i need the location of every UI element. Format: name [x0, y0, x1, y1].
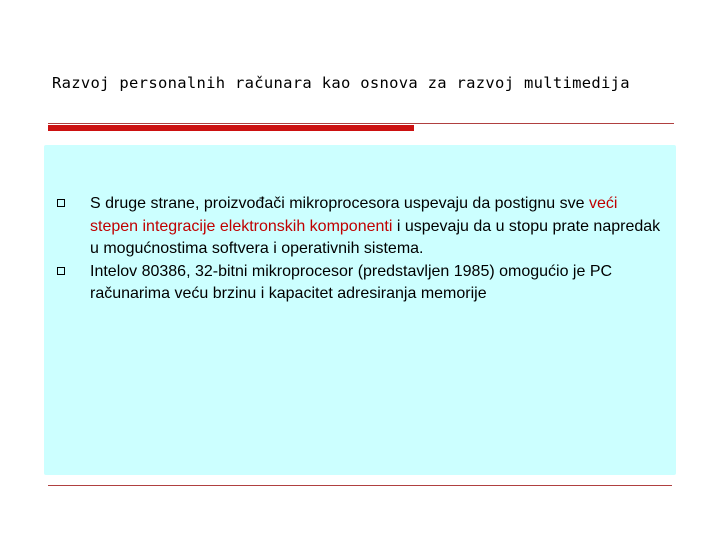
bullet-list	[44, 193, 676, 306]
bullet-text-continued: i uspevaju da u stopu prate napredak u mogućnostima softvera i operativnih sistema.	[90, 217, 661, 257]
hollow-square-bullet-icon	[57, 267, 65, 275]
bullet-text: S druge strane, proizvođači mikroprocesora uspevaju da postignu sve	[90, 195, 589, 212]
bullet-text: Intelov 80386, 32-bitni mikroprocesor (predstavljen 1985) omogućio je PC računarima veću brzinu i kapacitet adresiranja memorije	[90, 262, 613, 302]
title-accent-bar	[48, 125, 414, 131]
bullet-highlight-text: veći stepen integracije elektronskih komponenti	[90, 195, 618, 235]
bullet-item	[44, 193, 676, 261]
slide-title: Razvoj personalnih računara kao osnova za razvoj multimedija	[52, 74, 630, 92]
bullet-item	[44, 261, 676, 306]
footer-rule	[48, 485, 672, 486]
hollow-square-bullet-icon	[57, 199, 65, 207]
title-underline-thin	[48, 123, 674, 124]
content-panel	[44, 145, 676, 475]
